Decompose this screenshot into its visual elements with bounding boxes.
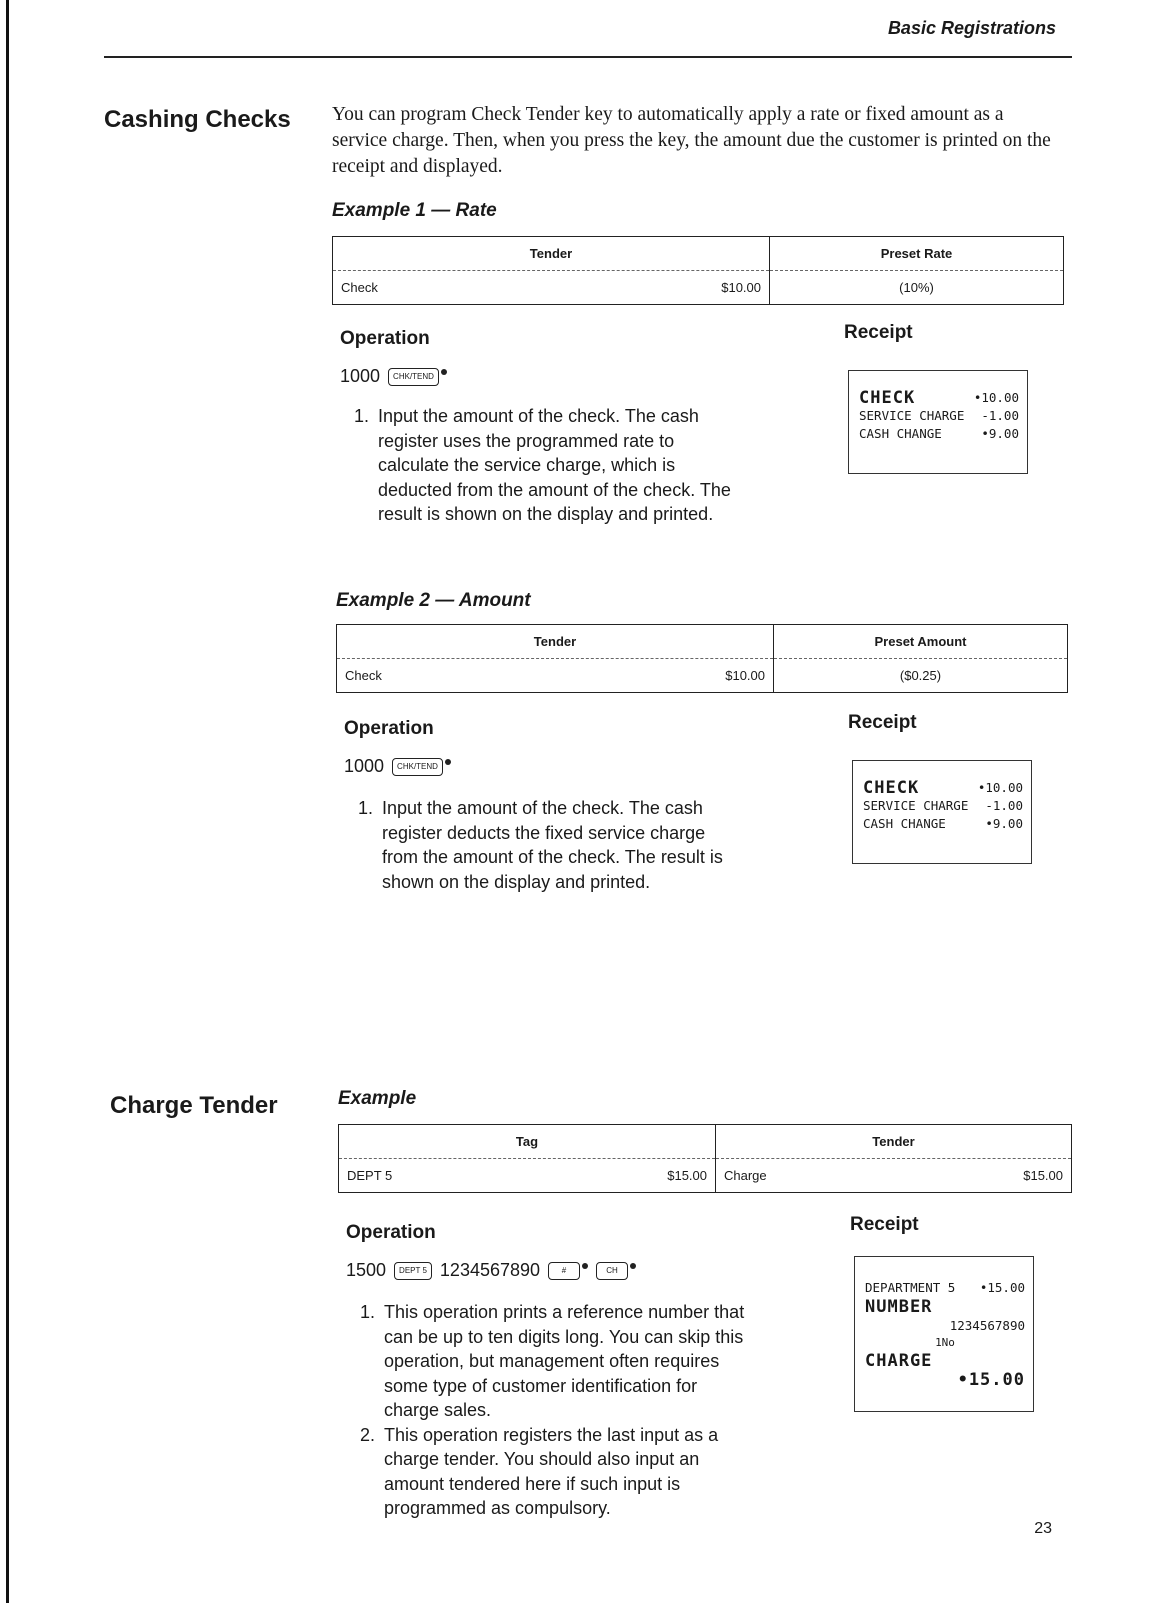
preset-rate-value: (10%) <box>899 280 934 295</box>
receipt-line <box>859 389 1019 407</box>
table-header-tender: Tender <box>337 625 774 659</box>
check-tender-key-icon: CHK/TEND <box>388 368 439 386</box>
step-marker-icon <box>630 1263 636 1269</box>
table-header-tag: Tag <box>339 1125 716 1159</box>
example-1-title: Example 1 — Rate <box>332 200 497 221</box>
hash-key-icon: # <box>548 1262 580 1280</box>
step-item: 2. This operation registers the last input as a charge tender. You should also input an amount tendered here if such input is programmed as compulsory. <box>380 1423 750 1521</box>
tender-amount: $15.00 <box>1023 1168 1063 1183</box>
table-header-preset-rate: Preset Rate <box>770 237 1064 271</box>
tender-item: Check <box>341 280 378 295</box>
tender-item: Charge <box>724 1168 767 1183</box>
receipt-line <box>863 815 1023 833</box>
running-header: Basic Registrations <box>887 18 1056 38</box>
receipt-value: •9.00 <box>981 426 1019 441</box>
receipt-2 <box>852 760 1032 864</box>
step-marker-icon <box>582 1263 588 1269</box>
receipt-line <box>863 779 1023 797</box>
receipt-number-suffix: 1No <box>935 1336 955 1349</box>
operation-heading-2: Operation <box>344 718 434 739</box>
operation-sequence-3 <box>346 1260 636 1281</box>
step-item: 1. This operation prints a reference number that can be up to ten digits long. You can skip this operation, but management often requires some type of customer identification for charge sales. <box>380 1300 750 1423</box>
receipt-charge-label: CHARGE <box>865 1351 933 1371</box>
receipt-value: •9.00 <box>985 816 1023 831</box>
op-input-value: 1000 <box>340 366 381 386</box>
table-header-tender: Tender <box>333 237 770 271</box>
receipt-line <box>859 425 1019 443</box>
receipt-line <box>865 1279 1025 1297</box>
table-header-preset-amount: Preset Amount <box>774 625 1068 659</box>
section-heading-charge-tender: Charge Tender <box>110 1092 278 1119</box>
tag-amount: $15.00 <box>667 1168 707 1183</box>
table-cell-tender <box>333 271 770 305</box>
op-reference-number: 1234567890 <box>439 1260 541 1280</box>
receipt-charge-value: •15.00 <box>957 1370 1025 1390</box>
table-cell-tender <box>716 1159 1072 1193</box>
example-2-table <box>336 624 1068 693</box>
intro-paragraph: You can program Check Tender key to automatically apply a rate or fixed amount as a service charge. Then, when you press the key, the amount due the customer is printed on the receipt and displayed. <box>332 104 1051 177</box>
receipt-label: SERVICE CHARGE <box>863 798 969 813</box>
table-cell-tag <box>339 1159 716 1193</box>
receipt-heading-3: Receipt <box>850 1214 919 1235</box>
receipt-heading-1: Receipt <box>844 322 913 343</box>
receipt-value: •10.00 <box>973 390 1019 405</box>
receipt-number-value: 1234567890 <box>949 1318 1025 1333</box>
header-rule <box>104 56 1072 58</box>
receipt-value: •10.00 <box>977 780 1023 795</box>
steps-list-3 <box>346 1300 750 1521</box>
receipt-label: CASH CHANGE <box>863 816 946 831</box>
operation-sequence-2 <box>344 756 451 777</box>
receipt-label: CHECK <box>863 778 920 798</box>
receipt-label: CHECK <box>859 388 916 408</box>
example-2-title: Example 2 — Amount <box>336 590 531 611</box>
tender-item: Check <box>345 668 382 683</box>
operation-sequence-1 <box>340 366 447 387</box>
charge-example-title: Example <box>338 1088 417 1109</box>
operation-heading-3: Operation <box>346 1222 436 1243</box>
step-item: 1. Input the amount of the check. The cash register uses the programmed rate to calculate the service charge, which is deducted from the amount of the check. The result is shown on the display and printed. <box>374 404 734 527</box>
receipt-heading-2: Receipt <box>848 712 917 733</box>
tender-amount: $10.00 <box>725 668 765 683</box>
table-cell-tender <box>337 659 774 693</box>
receipt-value: •15.00 <box>979 1280 1025 1295</box>
charge-key-icon: CH <box>596 1262 628 1280</box>
example-1-table <box>332 236 1064 305</box>
receipt-label: SERVICE CHARGE <box>859 408 965 423</box>
receipt-label: DEPARTMENT 5 <box>865 1280 956 1295</box>
receipt-value: -1.00 <box>985 798 1023 813</box>
steps-list-2 <box>344 796 738 894</box>
charge-example-table <box>338 1124 1072 1193</box>
step-item: 1. Input the amount of the check. The cash register deducts the fixed service charge from the amount of the check. The result is shown on the display and printed. <box>378 796 738 894</box>
table-header-tender: Tender <box>716 1125 1072 1159</box>
operation-heading-1: Operation <box>340 328 430 349</box>
page-number: 23 <box>1034 1520 1052 1537</box>
tag-item: DEPT 5 <box>347 1168 393 1183</box>
op-input-value: 1500 <box>346 1260 387 1280</box>
step-marker-icon <box>441 369 447 375</box>
receipt-label: CASH CHANGE <box>859 426 942 441</box>
preset-amount-value: ($0.25) <box>899 668 942 683</box>
receipt-line <box>859 407 1019 425</box>
receipt-1 <box>848 370 1028 474</box>
binding-edge <box>6 0 9 1603</box>
department-key-icon: DEPT 5 <box>394 1262 432 1280</box>
step-marker-icon <box>445 759 451 765</box>
receipt-number-label: NUMBER <box>865 1297 933 1317</box>
op-input-value: 1000 <box>344 756 385 776</box>
section-heading-cashing-checks: Cashing Checks <box>104 106 291 133</box>
steps-list-1 <box>340 404 734 527</box>
check-tender-key-icon: CHK/TEND <box>392 758 443 776</box>
receipt-line <box>863 797 1023 815</box>
receipt-value: -1.00 <box>981 408 1019 423</box>
tender-amount: $10.00 <box>721 280 761 295</box>
receipt-3 <box>854 1256 1034 1412</box>
